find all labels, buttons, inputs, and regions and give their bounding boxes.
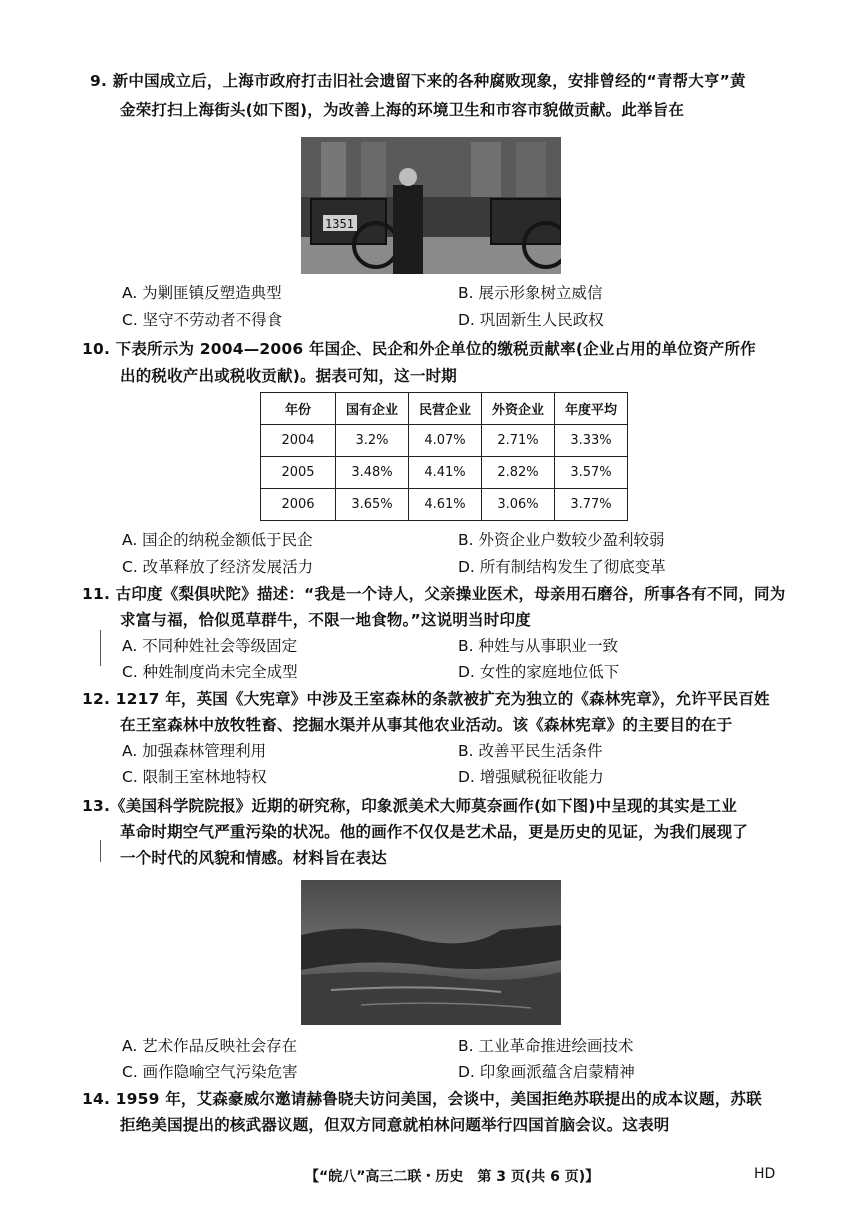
table-cell: 3.77% [555, 489, 628, 521]
q12-option-d: D. 增强赋税征收能力 [458, 768, 604, 786]
q9-option-d: D. 巩固新生人民政权 [458, 311, 604, 329]
table-cell: 4.41% [409, 457, 482, 489]
column-header: 年度平均 [555, 393, 628, 425]
q9-photo [301, 137, 561, 274]
column-header: 外资企业 [482, 393, 555, 425]
q12-option-a: A. 加强森林管理利用 [122, 742, 267, 760]
page-footer: 【“皖八”高三二联・历史 第 3 页(共 6 页)】 [305, 1169, 600, 1185]
q11-option-d: D. 女性的家庭地位低下 [458, 663, 620, 681]
table-cell: 3.2% [336, 425, 409, 457]
q10-option-b: B. 外资企业户数较少盈利较弱 [458, 531, 665, 549]
table-cell: 2.82% [482, 457, 555, 489]
q11-stem-line1: 11. 古印度《梨俱吠陀》描述：“我是一个诗人，父亲操业医术，母亲用石磨谷，所事各有不同，同为 [82, 585, 786, 603]
q10-stem-line2: 出的税收产出或税收贡献)。据表可知，这一时期 [120, 367, 457, 385]
q13-stem-line1: 13.《美国科学院院报》近期的研究称，印象派美术大师莫奈画作(如下图)中呈现的其实是工业 [82, 797, 737, 815]
q9-option-a: A. 为剿匪镇反塑造典型 [122, 284, 282, 302]
q12-stem-line2: 在王室森林中放牧牲畜、挖掘水渠并从事其他农业活动。该《森林宪章》的主要目的在于 [120, 716, 733, 734]
table-row [261, 457, 628, 489]
q13-monet-painting [301, 880, 561, 1025]
column-header: 民营企业 [409, 393, 482, 425]
table-row [261, 425, 628, 457]
footer-code: HD [754, 1166, 776, 1182]
q10-option-a: A. 国企的纳税金额低于民企 [122, 531, 313, 549]
q11-option-c: C. 种姓制度尚未完全成型 [122, 663, 298, 681]
q13-option-d: D. 印象画派蕴含启蒙精神 [458, 1063, 635, 1081]
table-cell: 3.06% [482, 489, 555, 521]
margin-mark [100, 630, 101, 666]
table-cell: 3.65% [336, 489, 409, 521]
table-row [261, 489, 628, 521]
table-cell: 4.07% [409, 425, 482, 457]
table-cell: 2004 [261, 425, 336, 457]
q11-option-b: B. 种姓与从事职业一致 [458, 637, 618, 655]
table-cell: 3.57% [555, 457, 628, 489]
q13-stem-line3: 一个时代的风貌和情感。材料旨在表达 [120, 849, 387, 867]
q10-option-c: C. 改革释放了经济发展活力 [122, 558, 314, 576]
column-header: 国有企业 [336, 393, 409, 425]
table-header-row [261, 393, 628, 425]
tax-contribution-table [260, 392, 628, 521]
column-header: 年份 [261, 393, 336, 425]
q9-stem-line1: 9. 新中国成立后，上海市政府打击旧社会遗留下来的各种腐败现象，安排曾经的“青帮大亨”黄 [90, 72, 746, 90]
q13-option-b: B. 工业革命推进绘画技术 [458, 1037, 634, 1055]
table-cell: 3.48% [336, 457, 409, 489]
q12-option-b: B. 改善平民生活条件 [458, 742, 603, 760]
table-cell: 3.33% [555, 425, 628, 457]
q10-stem-line1: 10. 下表所示为 2004—2006 年国企、民企和外企单位的缴税贡献率(企业占用的单位资产所作 [82, 340, 756, 358]
q13-stem-line2: 革命时期空气严重污染的状况。他的画作不仅仅是艺术品，更是历史的见证，为我们展现了 [120, 823, 749, 841]
q12-option-c: C. 限制王室林地特权 [122, 768, 267, 786]
table-cell: 4.61% [409, 489, 482, 521]
table-cell: 2005 [261, 457, 336, 489]
table-cell: 2.71% [482, 425, 555, 457]
table-cell: 2006 [261, 489, 336, 521]
q9-option-c: C. 坚守不劳动者不得食 [122, 311, 283, 329]
q12-stem-line1: 12. 1217 年，英国《大宪章》中涉及王室森林的条款被扩充为独立的《森林宪章》，允许平民百姓 [82, 690, 770, 708]
q13-option-a: A. 艺术作品反映社会存在 [122, 1037, 298, 1055]
q13-option-c: C. 画作隐喻空气污染危害 [122, 1063, 298, 1081]
q11-option-a: A. 不同种姓社会等级固定 [122, 637, 298, 655]
q14-stem-line1: 14. 1959 年，艾森豪威尔邀请赫鲁晓夫访问美国，会谈中，美国拒绝苏联提出的成本议题，苏联 [82, 1090, 762, 1108]
cart-number: 1351 [325, 217, 354, 231]
q11-stem-line2: 求富与福，恰似觅草群牛，不限一地食物。”这说明当时印度 [120, 611, 531, 629]
q9-option-b: B. 展示形象树立威信 [458, 284, 603, 302]
q9-stem-line2: 金荣打扫上海街头(如下图)，为改善上海的环境卫生和市容市貌做贡献。此举旨在 [120, 101, 685, 119]
q10-option-d: D. 所有制结构发生了彻底变革 [458, 558, 666, 576]
q14-stem-line2: 拒绝美国提出的核武器议题，但双方同意就柏林问题举行四国首脑会议。这表明 [120, 1116, 670, 1134]
margin-mark [100, 840, 101, 862]
